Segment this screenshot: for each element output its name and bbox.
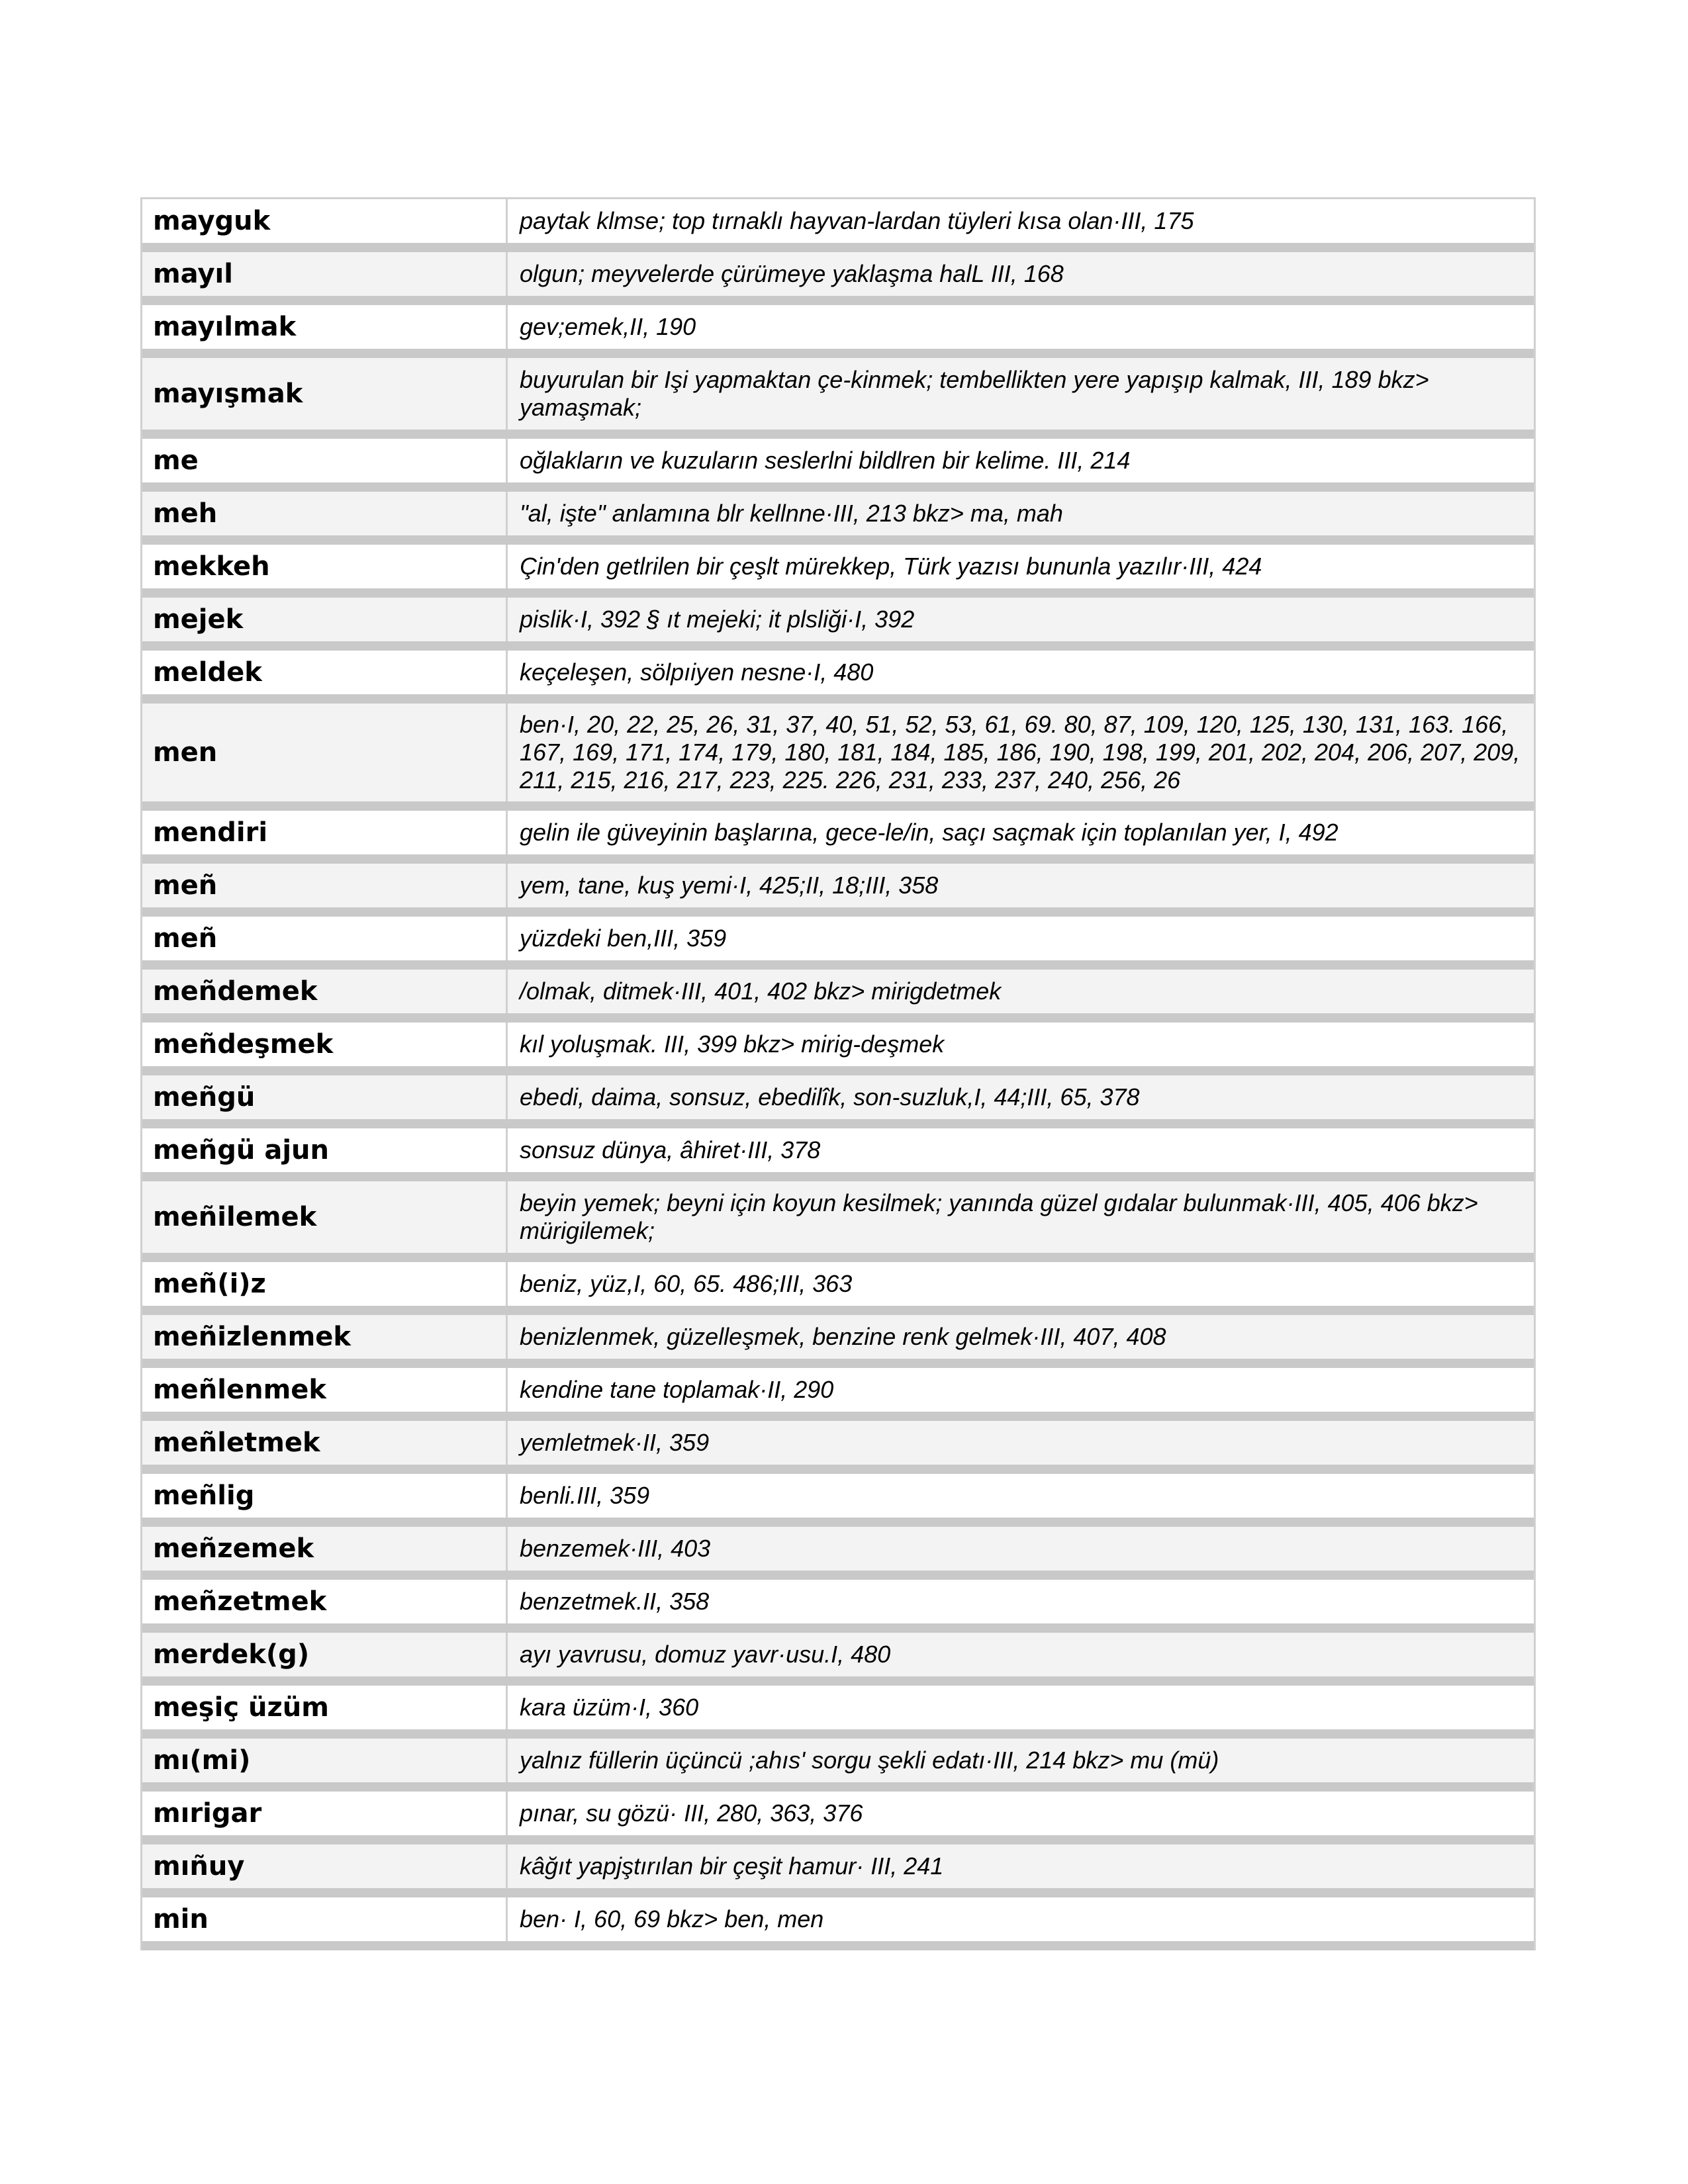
entry-row (142, 864, 1534, 917)
entry-definition: beyin yemek; beyni için koyun kesilmek; yanında güzel gıdalar bulunmak·III, 405, 406 bkz> mürigilemek; (520, 1189, 1478, 1244)
entry-term: meñlenmek (142, 1368, 508, 1412)
entry-term: mı(mi) (142, 1739, 508, 1782)
entry-row (142, 1580, 1534, 1633)
entry-row (142, 811, 1534, 864)
entry-term: meñlig (142, 1474, 508, 1518)
entry-definition: gelin ile güveyinin başlarına, gece-le/in, saçı saçmak için toplanılan yer, I, 492 (520, 819, 1338, 846)
entry-definition: gev;emek,II, 190 (520, 313, 696, 340)
entry-term: mayıl (142, 252, 508, 296)
entry-row (142, 1421, 1534, 1474)
entry-definition: yüzdeki ben,III, 359 (520, 925, 727, 952)
entry-row (142, 545, 1534, 598)
entry-row (142, 1023, 1534, 1075)
entry-definition: benzemek·III, 403 (520, 1535, 711, 1562)
entry-term: mayışmak (142, 358, 508, 430)
entry-definition: benzetmek.II, 358 (520, 1588, 710, 1615)
entry-definition: ben· I, 60, 69 bkz> ben, men (520, 1905, 824, 1933)
entry-row (142, 439, 1534, 492)
entry-definition: kâğıt yapjştırılan bir çeşit hamur· III, 241 (520, 1852, 944, 1880)
entry-definition: oğlakların ve kuzuların seslerlni bildlren bir kelime. III, 214 (520, 447, 1131, 474)
entry-definition: beniz, yüz,I, 60, 65. 486;III, 363 (520, 1270, 853, 1297)
entry-definition: benli.III, 359 (520, 1482, 650, 1509)
entry-term: mıñuy (142, 1844, 508, 1888)
entry-definition: yalnız füllerin üçüncü ;ahıs' sorgu şekli edatı·III, 214 bkz> mu (mü) (520, 1747, 1219, 1774)
entry-definition: yem, tane, kuş yemi·I, 425;II, 18;III, 358 (520, 872, 939, 899)
entry-row (142, 1315, 1534, 1368)
entry-term: mekkeh (142, 545, 508, 588)
entry-definition: kendine tane toplamak·II, 290 (520, 1376, 834, 1403)
entry-term: meh (142, 492, 508, 535)
entry-definition: ebedi, daima, sonsuz, ebedilîk, son-suzluk,I, 44;III, 65, 378 (520, 1083, 1140, 1111)
entry-term: meñ (142, 864, 508, 907)
dictionary-table (140, 197, 1536, 1950)
entry-definition: keçeleşen, sölpıiyen nesne·I, 480 (520, 659, 874, 686)
entry-term: meñletmek (142, 1421, 508, 1465)
entry-definition: kara üzüm·I, 360 (520, 1694, 699, 1721)
entry-definition: /olmak, ditmek·III, 401, 402 bkz> mirigdetmek (520, 978, 1002, 1005)
entry-row (142, 1844, 1534, 1897)
entry-row (142, 252, 1534, 305)
entry-term: mırigar (142, 1792, 508, 1835)
entry-definition: paytak klmse; top tırnaklı hayvan-lardan tüyleri kısa olan·III, 175 (520, 207, 1194, 234)
entry-term: meñzemek (142, 1527, 508, 1570)
entry-row (142, 1075, 1534, 1128)
entry-row (142, 1633, 1534, 1686)
entry-definition: ayı yavrusu, domuz yavr·usu.I, 480 (520, 1641, 891, 1668)
entry-term: mendiri (142, 811, 508, 854)
entry-term: merdek(g) (142, 1633, 508, 1676)
entry-row (142, 917, 1534, 970)
entry-term: meñgü (142, 1075, 508, 1119)
entry-term: meñ(i)z (142, 1262, 508, 1306)
entry-row (142, 1897, 1534, 1950)
entry-term: meñdemek (142, 970, 508, 1013)
entry-term: me (142, 439, 508, 482)
entry-definition: ben·I, 20, 22, 25, 26, 31, 37, 40, 51, 52, 53, 61, 69. 80, 87, 109, 120, 125, 130, 131, 163. 166, 167, 169, 171, 174, 179, 180, 181, 184, 185, 186, 190, 198, 199, 201, 202, 204, 206, 207, 209, 211, 215, 216, 217, 223, 225. 226, 231, 233, 237, 240, 256, 26 (520, 711, 1521, 794)
entry-row (142, 1181, 1534, 1262)
entry-definition: kıl yoluşmak. III, 399 bkz> mirig-deşmek (520, 1030, 945, 1058)
entry-definition: sonsuz dünya, âhiret·III, 378 (520, 1136, 821, 1163)
entry-term: min (142, 1897, 508, 1941)
entry-term: mejek (142, 598, 508, 641)
entry-row (142, 1128, 1534, 1181)
entry-row (142, 305, 1534, 358)
entry-row (142, 651, 1534, 704)
entry-row (142, 1474, 1534, 1527)
entry-term: meñilemek (142, 1181, 508, 1253)
entry-term: meşiç üzüm (142, 1686, 508, 1729)
entry-row (142, 970, 1534, 1023)
entry-term: meldek (142, 651, 508, 694)
entry-row (142, 1262, 1534, 1315)
entry-definition: benizlenmek, güzelleşmek, benzine renk gelmek·III, 407, 408 (520, 1323, 1166, 1350)
entry-definition: pınar, su gözü· III, 280, 363, 376 (520, 1799, 863, 1827)
entry-term: meñ (142, 917, 508, 960)
entry-definition: yemletmek·II, 359 (520, 1429, 710, 1456)
entry-row (142, 1739, 1534, 1792)
entry-definition: buyurulan bir Işi yapmaktan çe-kinmek; tembellikten yere yapışıp kalmak, III, 189 bkz> yamaşmak; (520, 366, 1429, 421)
entry-definition: pislik·I, 392 § ıt mejeki; it plsliği·I, 392 (520, 606, 915, 633)
entry-row (142, 1368, 1534, 1421)
entry-definition: Çin'den getlrilen bir çeşlt mürekkep, Türk yazısı bununla yazılır·III, 424 (520, 553, 1262, 580)
entry-term: meñgü ajun (142, 1128, 508, 1172)
entry-row (142, 1792, 1534, 1844)
entry-definition: "al, işte" anlamına blr kellnne·III, 213 bkz> ma, mah (520, 500, 1063, 527)
entry-row (142, 1527, 1534, 1580)
entry-term: meñizlenmek (142, 1315, 508, 1359)
entry-term: mayguk (142, 199, 508, 243)
entry-row (142, 199, 1534, 252)
entry-row (142, 598, 1534, 651)
entry-row (142, 492, 1534, 545)
entry-definition: olgun; meyvelerde çürümeye yaklaşma halL III, 168 (520, 260, 1064, 287)
entry-row (142, 704, 1534, 811)
entry-term: mayılmak (142, 305, 508, 349)
entry-term: meñdeşmek (142, 1023, 508, 1066)
entry-row (142, 1686, 1534, 1739)
entry-term: men (142, 704, 508, 801)
entry-term: meñzetmek (142, 1580, 508, 1623)
entry-row (142, 358, 1534, 439)
